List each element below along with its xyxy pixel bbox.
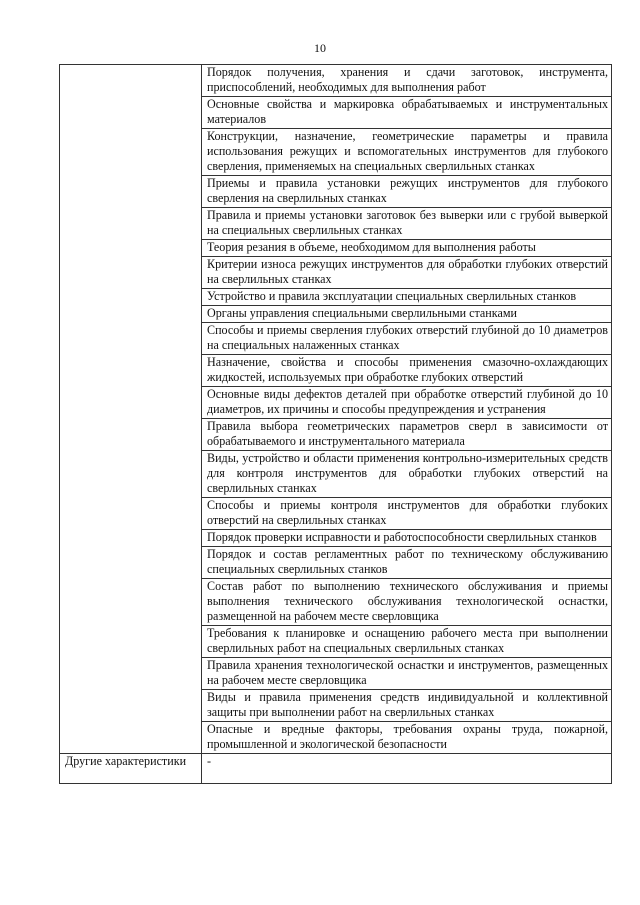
knowledge-item: Правила и приемы установки заготовок без выверки или с грубой выверкой на специальных сверлильных станках xyxy=(202,208,612,240)
other-characteristics-label: Другие характеристики xyxy=(60,754,202,784)
knowledge-group-label xyxy=(60,65,202,754)
other-characteristics-row xyxy=(60,754,612,784)
knowledge-item: Порядок и состав регламентных работ по техническому обслуживанию специальных сверлильных станков xyxy=(202,547,612,579)
knowledge-item: Требования к планировке и оснащению рабочего места при выполнении сверлильных работ на специальных сверлильных станках xyxy=(202,626,612,658)
knowledge-table-body xyxy=(60,65,612,784)
knowledge-item: Виды, устройство и области применения контрольно-измерительных средств для контроля инструментов для обработки глубоких отверстий на сверлильных станках xyxy=(202,451,612,498)
knowledge-table xyxy=(59,64,612,784)
knowledge-row xyxy=(60,65,612,97)
knowledge-item: Правила хранения технологической оснастки и инструментов, размещенных на рабочем месте сверловщика xyxy=(202,658,612,690)
knowledge-item: Органы управления специальными сверлильными станками xyxy=(202,306,612,323)
knowledge-item: Способы и приемы сверления глубоких отверстий глубиной до 10 диаметров на специальных налаженных станках xyxy=(202,323,612,355)
knowledge-item: Приемы и правила установки режущих инструментов для глубокого сверления на сверлильных станках xyxy=(202,176,612,208)
other-characteristics-value: - xyxy=(202,754,612,784)
knowledge-item: Состав работ по выполнению технического обслуживания и приемы выполнения технического обслуживания технологической оснастки, размещенной на рабочем месте сверловщика xyxy=(202,579,612,626)
knowledge-item: Назначение, свойства и способы применения смазочно-охлаждающих жидкостей, используемых при обработке глубоких отверстий xyxy=(202,355,612,387)
knowledge-item: Основные свойства и маркировка обрабатываемых и инструментальных материалов xyxy=(202,97,612,129)
knowledge-item: Теория резания в объеме, необходимом для выполнения работы xyxy=(202,240,612,257)
knowledge-item: Устройство и правила эксплуатации специальных сверлильных станков xyxy=(202,289,612,306)
knowledge-item: Основные виды дефектов деталей при обработке отверстий глубиной до 10 диаметров, их причины и способы предупреждения и устранения xyxy=(202,387,612,419)
knowledge-item: Способы и приемы контроля инструментов для обработки глубоких отверстий на сверлильных станках xyxy=(202,498,612,530)
knowledge-item: Опасные и вредные факторы, требования охраны труда, пожарной, промышленной и экологической безопасности xyxy=(202,722,612,754)
knowledge-item: Конструкции, назначение, геометрические параметры и правила использования режущих и вспомогательных инструментов для глубокого сверления, применяемых на специальных сверлильных станках xyxy=(202,129,612,176)
knowledge-item: Виды и правила применения средств индивидуальной и коллективной защиты при выполнении работ на сверлильных станках xyxy=(202,690,612,722)
knowledge-item: Правила выбора геометрических параметров сверл в зависимости от обрабатываемого и инструментального материала xyxy=(202,419,612,451)
knowledge-item: Порядок получения, хранения и сдачи заготовок, инструмента, приспособлений, необходимых для выполнения работ xyxy=(202,65,612,97)
page-number: 10 xyxy=(314,41,326,55)
knowledge-item: Критерии износа режущих инструментов для обработки глубоких отверстий на сверлильных станках xyxy=(202,257,612,289)
knowledge-item: Порядок проверки исправности и работоспособности сверлильных станков xyxy=(202,530,612,547)
